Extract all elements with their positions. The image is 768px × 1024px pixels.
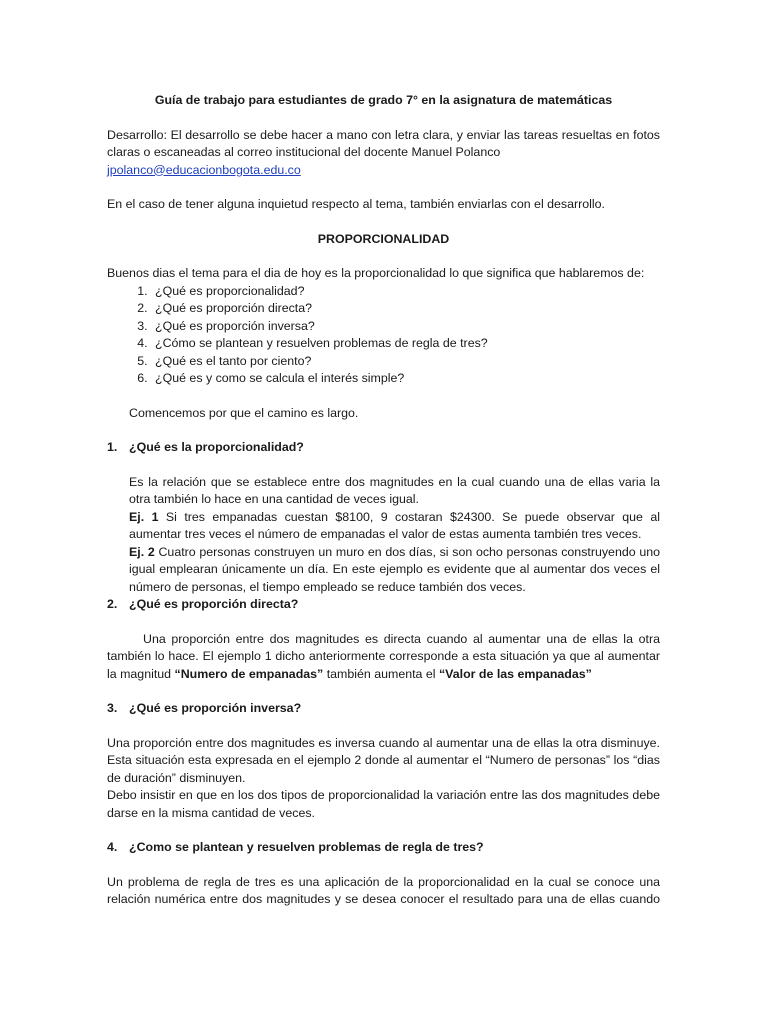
section-1-body: Es la relación que se establece entre dos magnitudes en la cual cuando una de ellas varia la otra también lo hace en una cantidad de veces igual. bbox=[129, 474, 660, 506]
email-link[interactable]: jpolanco@educacionbogota.edu.co bbox=[107, 162, 301, 177]
example-label: Ej. 1 bbox=[129, 509, 159, 524]
section-heading-text: ¿Como se plantean y resuelven problemas de regla de tres? bbox=[129, 840, 484, 854]
document-page bbox=[107, 92, 660, 909]
section-4-heading bbox=[107, 839, 660, 857]
section-3-body-2: Debo insistir en que en los dos tipos de proporcionalidad la variación entre las dos magnitudes debe darse en la misma cantidad de veces. bbox=[107, 788, 660, 820]
section-2-body bbox=[107, 631, 660, 684]
list-item: 2. ¿Qué es proporción directa? bbox=[151, 300, 660, 318]
desarrollo-paragraph: Desarrollo: El desarrollo se debe hacer a mano con letra clara, y enviar las tareas resueltas en fotos claras o escaneadas al correo institucional del docente Manuel Polanco bbox=[107, 127, 660, 159]
section-number: 3. bbox=[107, 701, 118, 715]
section-title: PROPORCIONALIDAD bbox=[317, 231, 450, 246]
body-text: también aumenta el bbox=[323, 666, 439, 681]
section-3-body: Una proporción entre dos magnitudes es inversa cuando al aumentar una de ellas la otra disminuye. Esta situación esta expresada en el ejemplo 2 donde al aumentar el “Numero de personas” los “dias de duración” disminuyen. bbox=[107, 735, 660, 785]
intro-paragraph: Buenos dias el tema para el dia de hoy es la proporcionalidad lo que significa que hablaremos de: bbox=[107, 266, 645, 280]
topics-list bbox=[107, 283, 660, 388]
section-number: 4. bbox=[107, 840, 118, 854]
example-2 bbox=[107, 544, 660, 597]
section-1-heading bbox=[107, 439, 660, 457]
section-2-heading bbox=[107, 596, 660, 614]
list-item: 1. ¿Qué es proporcionalidad? bbox=[151, 283, 660, 301]
section-heading-text: ¿Qué es proporción directa? bbox=[129, 597, 299, 611]
bold-term: “Numero de empanadas” bbox=[174, 666, 324, 681]
section-heading-text: ¿Qué es la proporcionalidad? bbox=[129, 440, 304, 454]
list-item: 4. ¿Cómo se plantean y resuelven problemas de regla de tres? bbox=[151, 335, 660, 353]
section-heading-text: ¿Qué es proporción inversa? bbox=[129, 701, 302, 715]
section-number: 2. bbox=[107, 597, 118, 611]
email-line bbox=[107, 162, 660, 180]
example-text: Cuatro personas construyen un muro en dos días, si son ocho personas construyendo uno igual emplearan únicamente un día. En este ejemplo es evidente que al aumentar dos veces el número de personas, el tiempo empleado se reduce también dos veces. bbox=[129, 544, 661, 594]
inquietud-paragraph: En el caso de tener alguna inquietud respecto al tema, también enviarlas con el desarrollo. bbox=[107, 197, 605, 211]
list-item: 5. ¿Qué es el tanto por ciento? bbox=[151, 353, 660, 371]
section-3-heading bbox=[107, 700, 660, 718]
list-item: 3. ¿Qué es proporción inversa? bbox=[151, 318, 660, 336]
bold-term: “Valor de las empanadas” bbox=[438, 666, 592, 681]
section-number: 1. bbox=[107, 440, 118, 454]
body-text: Una proporción entre dos magnitudes es directa cuando al aumentar una de ellas la otra también lo hace. El ejemplo 1 dicho anteriormente corresponde a esta situación ya que al aumentar la magnitud bbox=[107, 631, 660, 681]
list-item: 6. ¿Qué es y como se calcula el interés simple? bbox=[151, 370, 660, 388]
section-4-body: Un problema de regla de tres es una aplicación de la proporcionalidad en la cual se conoce una relación numérica entre dos magnitudes y se desea conocer el resultado para una de ellas cuando bbox=[107, 874, 660, 906]
example-label: Ej. 2 bbox=[129, 544, 155, 559]
document-title: Guía de trabajo para estudiantes de grado 7° en la asignatura de matemáticas bbox=[154, 93, 613, 107]
example-1 bbox=[107, 509, 660, 544]
comencemos-paragraph: Comencemos por que el camino es largo. bbox=[129, 405, 359, 420]
example-text: Si tres empanadas cuestan $8100, 9 costaran $24300. Se puede observar que al aumentar tres veces el número de empanadas el valor de estas aumenta también tres veces. bbox=[129, 509, 660, 541]
